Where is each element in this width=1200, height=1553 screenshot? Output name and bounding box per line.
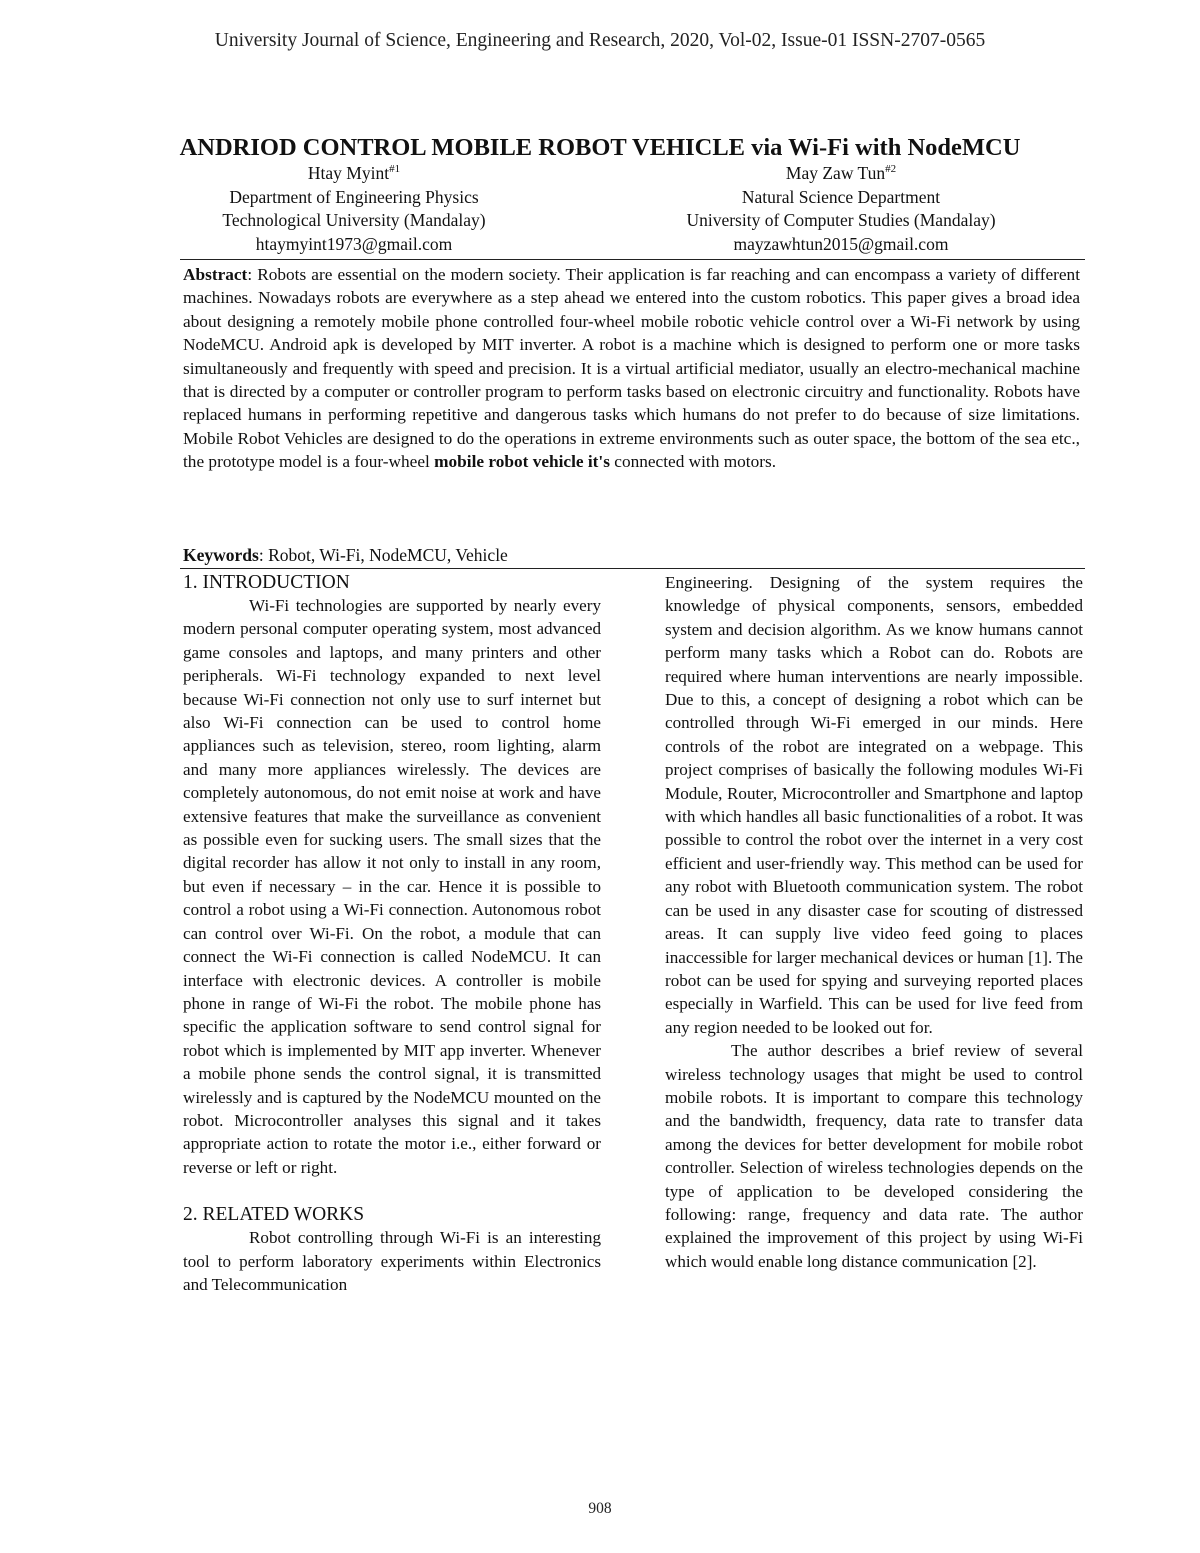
- rule-above-abstract: [180, 259, 1085, 260]
- author-institution: University of Computer Studies (Mandalay): [686, 210, 996, 230]
- section-gap: [183, 1179, 601, 1203]
- author-institution: Technological University (Mandalay): [222, 210, 486, 230]
- rule-above-body: [180, 568, 1085, 569]
- section-heading-related-works: 2. RELATED WORKS: [183, 1204, 365, 1226]
- page-number: 908: [588, 1500, 612, 1517]
- abstract: [183, 263, 1080, 474]
- running-head: University Journal of Science, Engineering and Research, 2020, Vol-02, Issue-01 ISSN-2707-0565: [214, 30, 986, 51]
- related-works-paragraph-1: Robot controlling through Wi-Fi is an interesting tool to perform laboratory experiments within Electronics and Telecommunication: [183, 1228, 601, 1294]
- author-email: htaymyint1973@gmail.com: [255, 233, 453, 254]
- paper-title: ANDRIOD CONTROL MOBILE ROBOT VEHICLE via Wi-Fi with NodeMCU: [179, 134, 1021, 161]
- section-heading-introduction: 1. INTRODUCTION: [183, 572, 350, 593]
- author-block-2: [660, 162, 1022, 256]
- related-works-paragraph-continued: Engineering. Designing of the system requires the knowledge of physical components, sensors, embedded system and decision algorithm. As we know humans cannot perform many tasks which a Robot can do. Robots are required where human interventions are nearly impossible. Due to this, a concept of designing a robot which can be controlled through Wi-Fi emerged in our minds. Here controls of the robot are integrated on a webpage. This project comprises of basically the following modules Wi-Fi Module, Router, Microcontroller and Smartphone and laptop with which handles all basic functionalities of a robot. It was possible to control the robot over the internet in a very cost efficient and user-friendly way. This method can be used for any robot with Bluetooth communication system. The robot can be used in any disaster case for scouting of distressed areas. It can supply live video feed going to places inaccessible for larger mechanical devices or human [1]. The robot can be used for spying and surveying reported places especially in Warfield. This can be used for live feed from any region needed to be looked out for.: [665, 573, 1083, 1037]
- author-marker: #1: [389, 163, 401, 175]
- abstract-bold-phrase: mobile robot vehicle it's: [434, 452, 610, 472]
- author-name-line: [660, 162, 1022, 186]
- right-column: [665, 571, 1083, 1273]
- author-block-1: [184, 162, 524, 256]
- author-name-line: [184, 162, 524, 186]
- keywords: [183, 544, 1080, 567]
- author-name: Htay Myint: [307, 163, 390, 183]
- keywords-label: Keywords: [183, 545, 259, 565]
- related-works-paragraph-2: The author describes a brief review of several wireless technology usages that might be used to control mobile robots. It is important to compare this technology and the bandwidth, frequency, data rate to transfer data among the devices for better development for mobile robot controller. Selection of wireless technologies depends on the type of application to be developed considering the following: range, frequency and data rate. The author explained the improvement of this project by using Wi-Fi which would enable long distance communication [2].: [665, 1041, 1083, 1271]
- author-email: mayzawhtun2015@gmail.com: [733, 233, 949, 254]
- author-marker: #2: [885, 163, 897, 175]
- author-department: Natural Science Department: [741, 186, 941, 207]
- introduction-paragraph: Wi-Fi technologies are supported by nearly every modern personal computer operating system, most advanced game consoles and laptops, and many printers and other peripherals. Wi-Fi technology expanded to next level because Wi-Fi connection not only use to surf internet but also Wi-Fi connection can be used to control home appliances such as television, stereo, room lighting, alarm and many more appliances wirelessly. The devices are completely autonomous, do not emit noise at work and have extensive features that make the surveillance as convenient as possible even for sucking users. The small sizes that the digital recorder has allow it not only to install in any room, but even if necessary – in the car. Hence it is possible to control a robot using a Wi-Fi connection. Autonomous robot can control over Wi-Fi. On the robot, a module that can connect the Wi-Fi connection is called NodeMCU. It can interface with electronic devices. A controller is mobile phone in range of Wi-Fi the robot. The mobile phone has specific the application software to send control signal for robot which is implemented by MIT app inverter. Whenever a mobile phone sends the control signal, it is transmitted wirelessly and is captured by the NodeMCU mounted on the robot. Microcontroller analyses this signal and it takes appropriate action to rotate the motor i.e., either forward or reverse or left or right.: [183, 596, 601, 1177]
- keywords-text: : Robot, Wi-Fi, NodeMCU, Vehicle: [258, 545, 508, 565]
- left-column: [183, 571, 601, 1296]
- abstract-text-end: connected with motors.: [609, 452, 777, 472]
- author-name: May Zaw Tun: [785, 163, 886, 183]
- author-department: Department of Engineering Physics: [229, 186, 479, 207]
- abstract-text: : Robots are essential on the modern society. Their application is far reaching and can encompass a variety of different machines. Nowadays robots are everywhere as a step ahead we entered into the custom robotics. This paper gives a broad idea about designing a remotely mobile phone controlled four-wheel mobile robotic vehicle control over a Wi-Fi network by using NodeMCU. Android apk is developed by MIT inverter. A robot is a machine which is designed to perform one or more tasks simultaneously and frequently with speed and precision. It is a virtual artificial mediator, usually an electro-mechanical machine that is directed by a computer or controller program to perform tasks based on electronic circuitry and functionality. Robots have replaced humans in performing repetitive and dangerous tasks which humans do not prefer to do because of size limitations. Mobile Robot Vehicles are designed to do the operations in extreme environments such as outer space, the bottom of the sea etc., the prototype model is a four-wheel: [183, 265, 1080, 472]
- abstract-label: Abstract: [183, 265, 248, 284]
